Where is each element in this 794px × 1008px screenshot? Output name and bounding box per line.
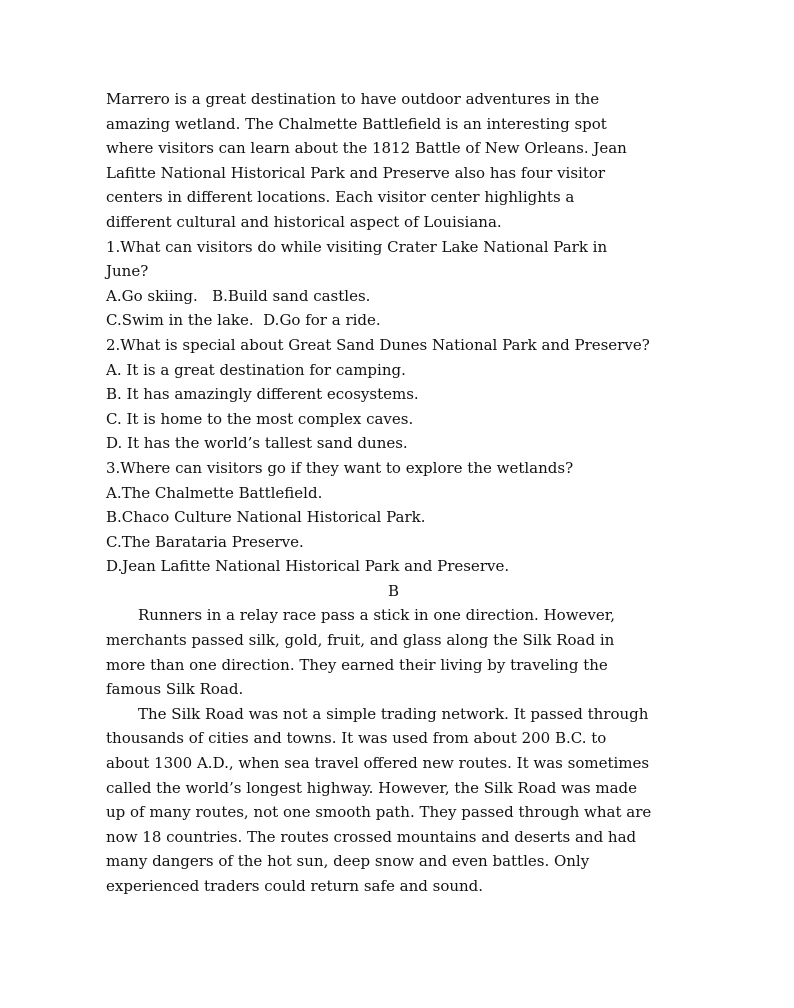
- section-heading: B: [387, 581, 400, 600]
- text-line: centers in different locations. Each visitor center highlights a: [106, 188, 575, 207]
- text-line: Lafitte National Historical Park and Preserve also has four visitor: [106, 163, 606, 182]
- section-b-paragraph-1: [106, 603, 681, 701]
- text-line: Marrero is a great destination to have outdoor adventures in the: [106, 90, 600, 108]
- question-stem: 1.What can visitors do while visiting Crater Lake National Park in: [106, 237, 608, 256]
- text-line: experienced traders could return safe and sound.: [106, 877, 484, 895]
- question-option: C. It is home to the most complex caves.: [106, 409, 414, 428]
- text-line: The Silk Road was not a simple trading network. It passed through: [138, 704, 649, 723]
- text-line: up of many routes, not one smooth path. They passed through what are: [106, 803, 652, 822]
- question-stem: 3.Where can visitors go if they want to explore the wetlands?: [106, 458, 574, 477]
- text-line: famous Silk Road.: [106, 680, 244, 699]
- text-line: amazing wetland. The Chalmette Battlefield is an interesting spot: [106, 114, 607, 133]
- question-option: C.Swim in the lake. D.Go for a ride.: [106, 311, 381, 330]
- text-line: more than one direction. They earned their living by traveling the: [106, 655, 608, 674]
- question-stem: June?: [106, 262, 149, 281]
- question-option: C.The Barataria Preserve.: [106, 532, 304, 551]
- section-b-paragraph-2: [106, 702, 681, 899]
- passage-a-ending: [106, 87, 681, 235]
- question-option: A. It is a great destination for camping.: [106, 360, 406, 379]
- question-option: A.Go skiing. B.Build sand castles.: [106, 286, 371, 305]
- text-line: different cultural and historical aspect of Louisiana.: [106, 212, 502, 231]
- text-line: where visitors can learn about the 1812 Battle of New Orleans. Jean: [106, 139, 627, 158]
- text-line: thousands of cities and towns. It was used from about 200 B.C. to: [106, 729, 607, 748]
- question-option: D. It has the world’s tallest sand dunes.: [106, 434, 408, 453]
- question-option: A.The Chalmette Battlefield.: [106, 483, 323, 502]
- question-option: B. It has amazingly different ecosystems.: [106, 385, 419, 404]
- text-line: called the world’s longest highway. However, the Silk Road was made: [106, 778, 638, 797]
- text-line: many dangers of the hot sun, deep snow and even battles. Only: [106, 852, 590, 871]
- question-2: [106, 333, 681, 456]
- text-line: about 1300 A.D., when sea travel offered new routes. It was sometimes: [106, 754, 650, 773]
- question-option: B.Chaco Culture National Historical Park.: [106, 508, 426, 527]
- question-option: D.Jean Lafitte National Historical Park and Preserve.: [106, 557, 510, 576]
- question-stem: 2.What is special about Great Sand Dunes National Park and Preserve?: [106, 335, 650, 354]
- question-3: [106, 456, 681, 579]
- document-page: [106, 87, 681, 899]
- text-line: Runners in a relay race pass a stick in one direction. However,: [138, 606, 616, 625]
- text-line: merchants passed silk, gold, fruit, and glass along the Silk Road in: [106, 631, 615, 650]
- question-1: [106, 235, 681, 333]
- text-line: now 18 countries. The routes crossed mountains and deserts and had: [106, 827, 637, 846]
